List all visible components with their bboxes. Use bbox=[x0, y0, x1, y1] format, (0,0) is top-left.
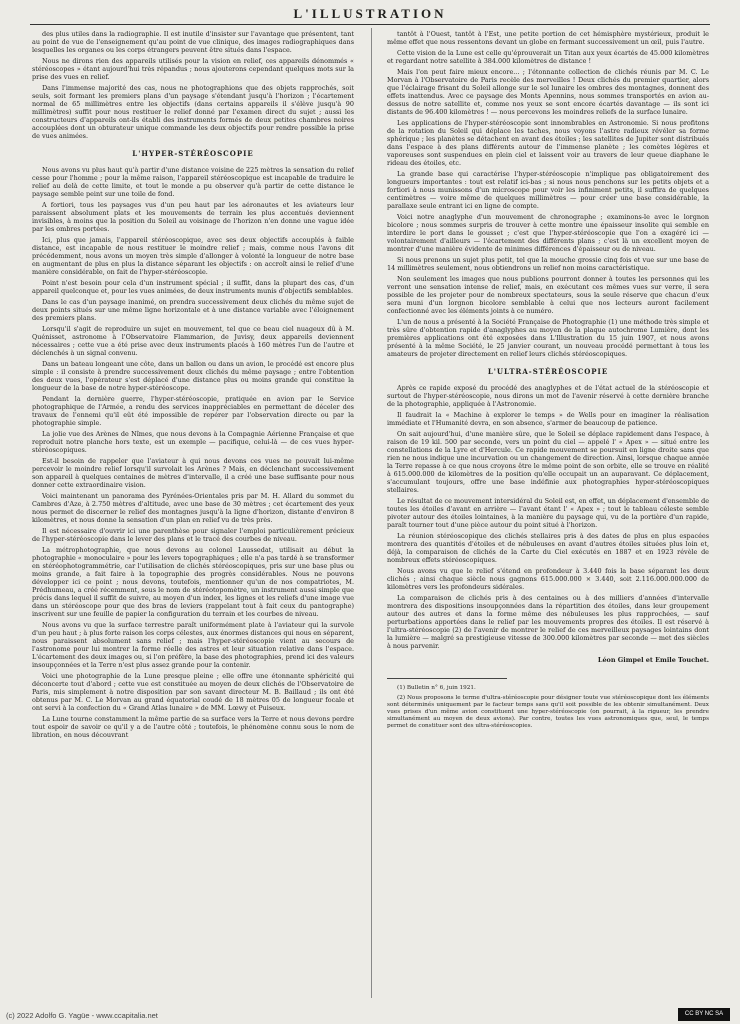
footnote: (1) Bulletin n° 6, juin 1921. bbox=[397, 685, 476, 692]
section-heading-hyper-stereoscopie: L'HYPER-STÉRÉOSCOPIE bbox=[132, 149, 254, 159]
footnote: (2) Nous proposons le terme d'ultra-stéréoscopie pour désigner toute vue stéréoscopique dont les éléments sont déterminés uniquement par le facteur temps sans qu'il soit possible de les obtenir simultanément. Deux vues prises d'un même avion constituent une hyper-stéréoscopie (on pourrait, à la rigueur, les prendre simultanément au moyen de deux avions). Par contre, toutes les vues astronomiques que, seul, le temps permet de constituer sont des ultra-stéréoscopies. bbox=[387, 695, 709, 730]
paragraph: Lorsqu'il s'agit de reproduire un sujet en mouvement, tel que ce beau ciel nuageux dû à M. Quénisset, astronome à l'Observatoire Flammarion, de Juvisy, deux appareils deviennent nécessaires ; cette vue a été prise avec deux instruments placés à 160 mètres l'un de l'autre et déclenchés à un signal convenu. bbox=[32, 325, 354, 358]
section-heading-ultra-stereoscopie: L'ULTRA-STÉRÉOSCOPIE bbox=[487, 367, 609, 377]
paragraph: Nous avons vu que le relief s'étend en profondeur à 3.440 fois la base séparant les deux clichés ; ainsi chaque siècle nous gagnons 615.000.000 × 3.440, soit 2.116.000.000.000 de kilomètres vers les profondeurs sidérales. bbox=[387, 567, 709, 592]
page-header: L'ILLUSTRATION bbox=[293, 6, 447, 21]
paragraph: Est-il besoin de rappeler que l'aviateur à qui nous devons ces vues ne pouvait lui-même percevoir le moindre relief lorsqu'il survolait les Arènes ? Mais, en déclenchant successivement son appareil à quelques centaines de mètres d'intervalle, il a créé une base suffisante pour nous donner cette extraordinaire vision. bbox=[32, 456, 354, 490]
paragraph: tantôt à l'Ouest, tantôt à l'Est, une petite portion de cet hémisphère mystérieux, produit le même effet que nous ressentons devant un globe en fermant successivement un œil, puis l'autre. bbox=[387, 30, 709, 47]
paragraph: Il faudrait la « Machine à explorer le temps » de Wells pour en imaginer la réalisation immédiate et l'Humanité devra, en son absence, s'armer de beaucoup de patience. bbox=[387, 411, 709, 428]
paragraph: des plus utiles dans la radiographie. Il est inutile d'insister sur l'avantage que présentent, tant au point de vue de l'enseignement qu'au point de vue clinique, des images radiographiques dans lesquelles les organes ou les corps étrangers peuvent être situés dans l'espace. bbox=[32, 30, 354, 55]
header-rule bbox=[30, 24, 710, 25]
right-paragraphs-body bbox=[387, 384, 709, 650]
left-paragraphs-intro bbox=[32, 30, 354, 140]
paragraph: Voici notre anaglyphe d'un mouvement de chronographe ; examinons-le avec le lorgnon bicolore ; nous sommes surpris de trouver à cette montre une épaisseur insolite qui semble en interdire le port dans le gousset ; c'est que l'hyper-stéréoscopie que l'on a exagéré ici — volontairement d'ailleurs — l'écartement des différents plans ; c'est là un excellent moyen de montrer d'une manière évidente de minimes différences d'épaisseur ou de niveau. bbox=[387, 212, 709, 254]
paragraph: Point n'est besoin pour cela d'un instrument spécial ; il suffit, dans la plupart des cas, d'un appareil quelconque et, pour les vues animées, de deux instruments munis d'objectifs semblables. bbox=[32, 279, 354, 296]
paragraph: Non seulement les images que nous publions pourront donner à toutes les personnes qui les verront une sensation intense de relief, mais, en exécutant ces mêmes vues sur verre, il sera possible de les projeter pour de nombreux spectateurs, sous la seule réserve que chacun d'eux sera muni d'un lorgnon bicolore semblable à celui que nos lecteurs auront facilement confectionné avec les éléments joints à ce numéro. bbox=[387, 274, 709, 316]
left-paragraphs-body bbox=[32, 166, 354, 739]
paragraph: Dans un bateau longeant une côte, dans un ballon ou dans un avion, le procédé est encore plus simple : il consiste à prendre successivement deux clichés du même paysage ; entre l'obtention des deux vues, l'opérateur s'est déplacé d'une distance plus ou moins grande qui constitue la longueur de la base de notre hyper-stéréoscope. bbox=[32, 360, 354, 393]
author-signature: Léon Gimpel et Emile Touchet. bbox=[597, 656, 709, 665]
paragraph: La métrophotographie, que nous devons au colonel Laussedat, utilisait au début la photographie « monoculaire » pour les levers topographiques ; elle n'a pas tardé à se transformer en stéréophotogrammétrie, car l'utilisation de clichés stéréoscopiques, pris sur une base plus ou moins grande, a fait faire à la topographie des progrès considérables. Nous ne pouvons développer ici ce point ; nous devons, toutefois, mentionner qu'un de nos compatriotes, M. Prédhumeau, a créé récemment, sous le nom de stéréotopomètre, un instrument aussi simple que précis dans lequel il suffit de suivre, au moyen d'un index, les lignes et les reliefs d'une image vue dans un stéréoscope pour que des bras de leviers (rappelant tout à fait ceux du pantographe) inscrivent sur une feuille de papier la configuration du terrain et les courbes de niveau. bbox=[32, 545, 354, 619]
paragraph: Nous avons vu plus haut qu'à partir d'une distance voisine de 225 mètres la sensation du relief cesse pour l'homme ; pour la même raison, l'appareil stéréoscopique est incapable de traduire le relief au delà de cette limite, et tout le monde a pu observer qu'à partir de cette distance le paysage semble peint sur une toile de fond. bbox=[32, 166, 354, 199]
paragraph: L'un de nous a présenté à la Société Française de Photographie (1) une méthode très simple et très sûre d'obtention rapide d'anaglyphes au moyen de la plaque autochrome Lumière, dont les premières applications ont été exposées dans L'Illustration du 15 juin 1907, et nous avons présenté à la même Société, le 25 janvier courant, un nouveau procédé permettant à tous les amateurs de projeter directement en relief leurs clichés stéréoscopiques. bbox=[387, 317, 709, 359]
paragraph: La Lune tourne constamment la même partie de sa surface vers la Terre et nous devons perdre tout espoir de savoir ce qu'il y a de l'autre côté ; toutefois, le phénomène connu sous le nom de libration, en nous découvrant bbox=[32, 715, 354, 740]
paragraph: Si nous prenons un sujet plus petit, tel que la mouche grossie cinq fois et vue sur une base de 14 millimètres seulement, nous obtiendrons un relief non moins caractéristique. bbox=[387, 256, 709, 273]
paragraph: On sait aujourd'hui, d'une manière sûre, que le Soleil se déplace rapidement dans l'espace, à raison de 19 kil. 500 par seconde, vers un point du ciel — appelé l' « Apex » — situé entre les constellations de la Lyre et d'Hercule. Ce rapide mouvement se poursuit en ligne droite sans que rien ne nous indique une incurvation ou un changement de direction. Ainsi, lorsque chaque année la Terre repasse à ce que nous croyons être le même point de son orbite, elle se trouve en réalité à 615.000.000 de kilomètres de la position qu'elle occupait un an auparavant. Ce déplacement, s'accumulant toujours, offre une base indéfinie aux photographies hyper-stéréoscopiques stellaires. bbox=[387, 430, 709, 495]
paragraph: Mais l'on peut faire mieux encore... ; l'étonnante collection de clichés réunis par M. C. Le Morvan à l'Observatoire de Paris recèle des merveilles ! Deux clichés du premier quartier, alors que l'éclairage frisant du Soleil allonge sur le sol lunaire les ombres des montagnes, donnent des effets inattendus. Avec ce paysage des Monts Apennins, nous sommes transportés en avion au-dessus de notre satellite et, comme nos yeux se sont encore écartés davantage — ils sont ici distants de 96.400 kilomètres ! — nous percevons les moindres reliefs de la surface lunaire. bbox=[387, 67, 709, 117]
paragraph: La comparaison de clichés pris à des centaines ou à des milliers d'années d'intervalle montrera des dispositions insoupçonnées dans la répartition des étoiles, dans leur groupement autour des autres et dans la forme même des nébuleuses les plus rapprochées, — sauf perturbations apportées dans le relief par les mouvements propres des étoiles. Il est réservé à l'ultra-stéréoscopie (2) de l'avenir de montrer le relief de ces merveilleux paysages lointains dont la lumière — malgré sa prestigieuse vitesse de 300.000 kilomètres par seconde — met des siècles à nous parvenir. bbox=[387, 594, 709, 651]
paragraph: Nous avons vu que la surface terrestre paraît uniformément plate à l'aviateur qui la survole d'un peu haut ; à plus forte raison les corps célestes, aux énormes distances qui nous en séparent, nous paraissent absolument sans relief ; mais l'hyper-stéréoscopie vient au secours de l'astronome pour lui montrer la forme réelle des astres et leur situation relative dans l'espace. L'écartement des deux images ou, si l'on préfère, la base des photographies, prend ici des valeurs insoupçonnées et la Terre n'est plus assez grande pour la contenir. bbox=[32, 621, 354, 670]
paragraph: Dans le cas d'un paysage inanimé, on prendra successivement deux clichés du même sujet de deux points situés sur une même ligne horizontale et à une distance variable avec l'éloignement des premiers plans. bbox=[32, 298, 354, 323]
left-column bbox=[32, 30, 354, 1000]
cc-license-badge[interactable]: CC BY NC SA bbox=[678, 1008, 730, 1021]
paragraph: Après ce rapide exposé du procédé des anaglyphes et de l'état actuel de la stéréoscopie et surtout de l'hyper-stéréoscopie, nous dirons un mot de l'avenir réservé à cette dernière branche de la photographie, appliquée à l'Astronomie. bbox=[387, 384, 709, 409]
paragraph: A fortiori, tous les paysages vus d'un peu haut par les aéronautes et les aviateurs leur paraissent absolument plats et les mouvements de terrain les plus accentués deviennent invisibles, à moins que la position du Soleil au voisinage de l'horizon n'en donne une vague idée par les ombres portées. bbox=[32, 201, 354, 234]
copyright-watermark: (c) 2022 Adolfo G. Yagüe - www.ccapitalia.net bbox=[6, 1011, 158, 1020]
column-divider bbox=[371, 28, 372, 998]
paragraph: Les applications de l'hyper-stéréoscopie sont innombrables en Astronomie. Si nous profitons de la rotation du Soleil qui déplace les taches, nous voyons l'astre radieux révéler sa forme sphérique ; les planètes se détachent en avant des étoiles ; les satellites de Jupiter sont distribués dans l'espace à des plans différents autour de l'immense planète ; les comètes légères et vaporeuses sont suspendues en plein ciel et laissent voir au travers de leur queue diaphane le rideau des étoiles, etc. bbox=[387, 118, 709, 168]
paragraph: Cette vision de la Lune est celle qu'éprouverait un Titan aux yeux écartés de 45.000 kilomètres et regardant notre satellite à 384.000 kilomètres de distance ! bbox=[387, 48, 709, 65]
paragraph: La jolie vue des Arènes de Nîmes, que nous devons à la Compagnie Aérienne Française et que reproduit notre planche hors texte, est un exemple — pacifique, celui-là — de ces vues hyper-stéréoscopiques. bbox=[32, 430, 354, 455]
paragraph: Ici, plus que jamais, l'appareil stéréoscopique, avec ses deux objectifs accouplés à faible distance, est incapable de nous restituer le moindre relief ; mais, comme nous l'avons dit précédemment, nous avons un moyen très simple d'allonger à volonté la longueur de notre base en augmentant de plus en plus la distance séparant les objectifs : on accroît ainsi le relief d'une manière considérable, on fait de l'hyper-stéréoscopie. bbox=[32, 236, 354, 277]
footnotes bbox=[387, 685, 709, 730]
paragraph: Pendant la dernière guerre, l'hyper-stéréoscopie, pratiquée en avion par le Service photographique de l'Armée, a rendu des services inappréciables en permettant de déceler des travaux de l'ennemi qu'il eût été impossible de repérer par l'observation directe ou par la photographie simple. bbox=[32, 395, 354, 428]
paragraph: Il est nécessaire d'ouvrir ici une parenthèse pour signaler l'emploi particulièrement précieux de l'hyper-stéréoscopie dans le lever des plans et le tracé des courbes de niveau. bbox=[32, 526, 354, 543]
paragraph: Nous ne dirons rien des appareils utilisés pour la vision en relief, ces appareils dénommés « stéréoscopes » étant aujourd'hui très répandus ; nous ajouterons cependant quelques mots sur la prise des vues en relief. bbox=[32, 56, 354, 82]
right-column bbox=[387, 30, 709, 1000]
paragraph: Voici maintenant un panorama des Pyrénées-Orientales pris par M. H. Allard du sommet du Cambres d'Aze, à 2.750 mètres d'altitude, avec une base de 30 mètres ; cet écartement des yeux nous permet de discerner le relief des montagnes jusqu'à la ligne d'horizon, distante d'environ 8 kilomètres, et nous donne la sensation d'un plan en relief vu de très près. bbox=[32, 491, 354, 525]
paragraph: Le résultat de ce mouvement intersidéral du Soleil est, en effet, un déplacement d'ensemble de toutes les étoiles d'avant en arrière — l'avant étant l' « Apex » ; tout le tableau céleste semble pivoter autour des étoiles lointaines, à la manière du paysage qui, vu de la portière d'un rapide, paraît tourner tout d'une pièce autour du point situé à l'horizon. bbox=[387, 497, 709, 530]
paragraph: Dans l'immense majorité des cas, nous ne photographions que des objets rapprochés, soit seuls, soit formant les premiers plans d'un paysage s'étendant jusqu'à l'horizon ; l'écartement normal de 65 millimètres entre les objectifs (dans certains appareils il s'élève jusqu'à 90 millimètres) suffit pour nous restituer le relief donné par l'examen direct du sujet ; aussi les constructeurs d'appareils ont-ils établi des instruments formés de deux petites chambres noires accouplées dont un obturateur unique commande les deux objectifs pour rendre possible la prise de vues animées. bbox=[32, 83, 354, 141]
footnote-rule bbox=[387, 678, 507, 679]
paragraph: La grande base qui caractérise l'hyper-stéréoscopie n'implique pas obligatoirement des longueurs importantes : tout est relatif ici-bas ; si nous nous penchons sur les petits objets et a fortiori à nous munissons d'un microscope pour voir les infiniment petits, il suffira de quelques centimètres — voire même de quelques millimètres — pour créer une base considérable, la parallaxe seule entrant ici en ligne de compte. bbox=[387, 169, 709, 211]
paragraph: La réunion stéréoscopique des clichés stellaires pris à des dates de plus en plus espacées montrera des quantités d'étoiles et de nébuleuses en avant d'autres étoiles situées plus loin et, déjà, la comparaison de clichés de la Carte du Ciel exécutés en 1887 et en 1923 révèle de nombreux effets stéréoscopiques. bbox=[387, 532, 709, 565]
paragraph: Voici une photographie de la Lune presque pleine ; elle offre une étonnante sphéricité qui déconcerte tout d'abord ; cette vue est constituée au moyen de deux clichés de l'Observatoire de Paris, mis simplement à notre disposition par son savant directeur M. B. Baillaud ; ils ont été obtenus par M. C. Le Morvan au grand équatorial coudé de 18 mètres 05 de longueur focale et ont servi à la confection du « Grand Atlas lunaire » de MM. Lœwy et Puiseux. bbox=[32, 672, 354, 713]
right-paragraphs-intro bbox=[387, 30, 709, 358]
